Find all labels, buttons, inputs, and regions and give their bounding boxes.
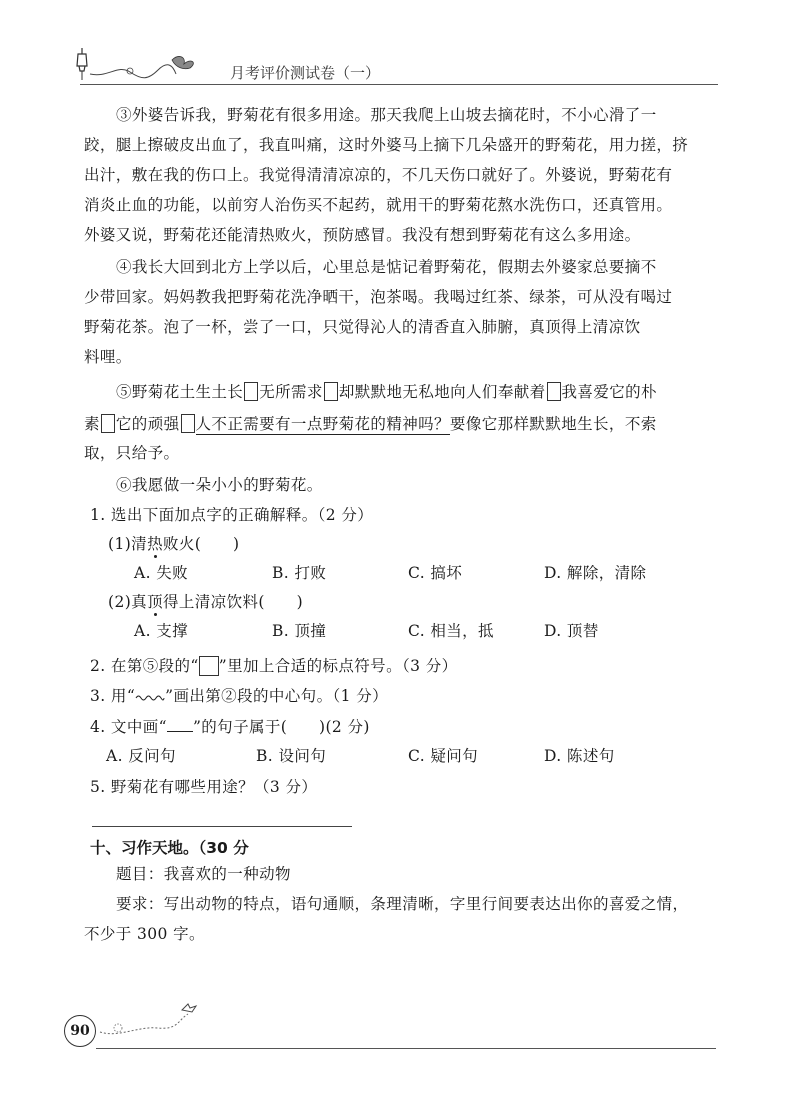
question-5: 5. 野菊花有哪些用途？（3 分） — [90, 778, 318, 796]
straight-underline-symbol — [167, 719, 193, 732]
text-line: 野菊花茶。泡了一杯，尝了一口，只觉得沁人的清香直入肺腑，真顶得上清凉饮 — [84, 318, 641, 336]
text-line: 取，只给予。 — [84, 444, 180, 462]
option-c[interactable]: C. 搞坏 — [408, 564, 463, 582]
essay-requirement: 要求：写出动物的特点，语句通顺，条理清晰，字里行间要表达出你的喜爱之情， — [116, 895, 689, 913]
text-line: 出汁，敷在我的伤口上。我觉得清清凉凉的，不几天伤口就好了。外婆说，野菊花有 — [84, 166, 673, 184]
dotted-char: 顶 — [147, 593, 163, 611]
punctuation-box[interactable] — [101, 414, 115, 433]
text-line: 跤，腿上擦破皮出血了，我直叫痛，这时外婆马上摘下几朵盛开的野菊花，用力搓，挤 — [84, 136, 689, 154]
p5-segment: 它的顽强 — [115, 415, 180, 433]
footer-decoration — [98, 1000, 208, 1040]
essay-requirement: 不少于 300 字。 — [84, 925, 205, 943]
option-d[interactable]: D. 陈述句 — [544, 747, 615, 765]
question-2: 2. 在第⑤段的“ ”里加上合适的标点符号。（3 分） — [90, 657, 458, 675]
text-line: ④我长大回到北方上学以后，心里总是惦记着野菊花，假期去外婆家总要摘不 — [116, 258, 657, 276]
essay-topic: 题目：我喜欢的一种动物 — [116, 865, 291, 883]
option-d[interactable]: D. 解除，清除 — [544, 564, 647, 582]
p5-segment: 我喜爱它的朴 — [561, 383, 657, 401]
question-stem: 1. 选出下面加点字的正确解释。（2 分） — [90, 506, 374, 524]
question-4: 4. 文中画“ ”的句子属于( )(2 分) — [90, 718, 370, 736]
answer-blank[interactable]: 得上清凉饮料( ) — [162, 593, 304, 611]
p5-segment: 却默默地无私地向人们奉献着 — [338, 383, 546, 401]
footer-rule — [96, 1048, 716, 1049]
lantern-vine-icon — [68, 44, 218, 84]
punctuation-box[interactable] — [547, 382, 561, 401]
p5-segment: 要像它那样默默地生长，不索 — [449, 415, 657, 433]
answer-blank[interactable]: 败火( ) — [162, 535, 240, 553]
answer-blank[interactable]: ”的句子属于( )(2 分) — [192, 718, 370, 736]
header-decoration — [68, 44, 218, 84]
text-line — [116, 382, 657, 401]
paragraph-6: ⑥我愿做一朵小小的野菊花。 — [116, 476, 323, 494]
text-line: 消炎止血的功能，以前穷人治伤买不起药，就用干的野菊花熬水洗伤口，还真管用。 — [84, 196, 673, 214]
header-title: 月考评价测试卷（一） — [230, 64, 381, 82]
underlined-sentence: 人不正需要有一点野菊花的精神吗？ — [195, 415, 450, 433]
option-b[interactable]: B. 顶撞 — [272, 622, 327, 640]
section-10-title: 十、习作天地。（30 分 — [90, 839, 249, 857]
option-d[interactable]: D. 顶替 — [544, 622, 599, 640]
text-line: ③外婆告诉我，野菊花有很多用途。那天我爬上山坡去摘花时，不小心滑了一 — [116, 106, 657, 124]
box-symbol — [199, 656, 219, 676]
option-b[interactable]: B. 设问句 — [256, 747, 327, 765]
sub-question-2: (2)真顶得上清凉饮料( ) — [108, 593, 304, 611]
question-3: 3. 用“ ”画出第②段的中心句。（1 分） — [90, 687, 389, 705]
text-line: 料哩。 — [84, 348, 132, 366]
punctuation-box[interactable] — [181, 414, 195, 433]
text-line — [84, 414, 657, 433]
wavy-line-icon — [135, 692, 165, 702]
option-a[interactable]: A. 反问句 — [106, 747, 176, 765]
text-line: 少带回家。妈妈教我把野菊花洗净晒干，泡茶喝。我喝过红茶、绿茶，可从没有喝过 — [84, 288, 673, 306]
dotted-char: 热 — [147, 535, 163, 553]
p5-segment: 无所需求 — [259, 383, 323, 401]
text-line: 外婆又说，野菊花还能清热败火，预防感冒。我没有想到野菊花有这么多用途。 — [84, 226, 641, 244]
sub-question-1: (1)清热败火( ) — [108, 535, 240, 553]
option-a[interactable]: A. 失败 — [134, 564, 189, 582]
option-c[interactable]: C. 相当，抵 — [408, 622, 494, 640]
option-b[interactable]: B. 打败 — [272, 564, 327, 582]
p5-segment: 素 — [84, 415, 100, 433]
dotted-vine-bird-icon — [98, 1000, 208, 1040]
answer-line[interactable] — [92, 826, 352, 827]
option-a[interactable]: A. 支撑 — [134, 622, 189, 640]
option-c[interactable]: C. 疑问句 — [408, 747, 479, 765]
page-number: 90 — [64, 1015, 96, 1047]
header-rule — [80, 84, 718, 85]
p5-segment: ⑤野菊花土生土长 — [116, 383, 244, 401]
punctuation-box[interactable] — [244, 382, 258, 401]
punctuation-box[interactable] — [324, 382, 338, 401]
